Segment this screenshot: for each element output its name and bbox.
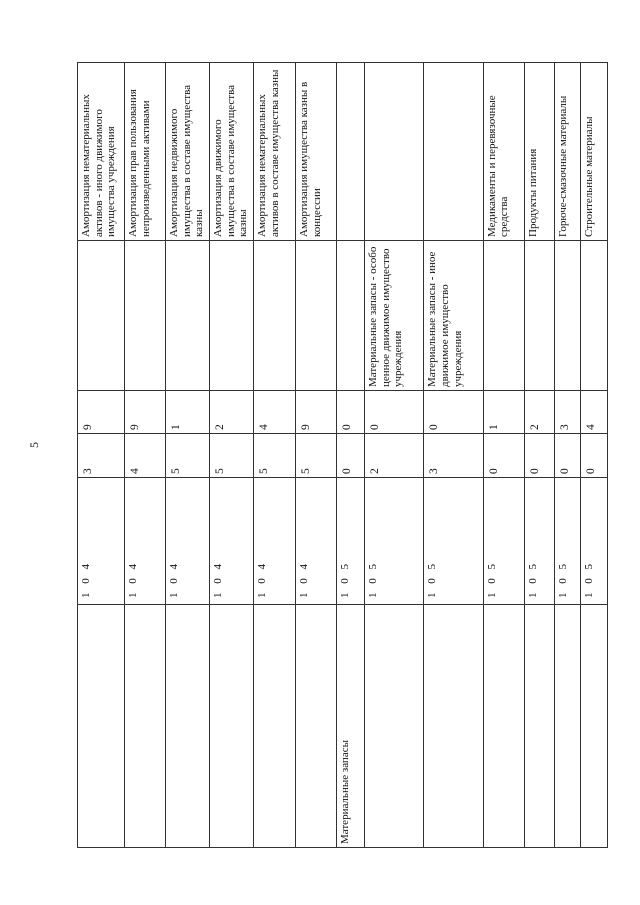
- analytic-digit-cell: 0: [364, 391, 423, 434]
- group-name-cell: [210, 605, 254, 848]
- analytic-digit-cell: 9: [78, 391, 125, 434]
- group-name-cell: [254, 605, 296, 848]
- subgroup-name-cell: [483, 241, 524, 391]
- group-name-cell: [554, 605, 581, 848]
- subgroup-name-cell: [254, 241, 296, 391]
- subgroup-name-cell: [210, 241, 254, 391]
- table-row: [364, 63, 423, 848]
- analytic-digit-cell: 3: [554, 391, 581, 434]
- account-name-cell: Амортизация нематериальных активов - иного движимого имущества учреждения: [78, 63, 125, 241]
- analytic-digit-cell: 2: [210, 391, 254, 434]
- analytic-digit-cell: 4: [254, 391, 296, 434]
- account-name-cell: Амортизация недвижимого имущества в составе имущества казны: [166, 63, 210, 241]
- table-row: [554, 63, 581, 848]
- subaccount-digit-cell: 0: [581, 434, 608, 478]
- accounts-table: [77, 62, 608, 848]
- subgroup-name-cell: [554, 241, 581, 391]
- subaccount-digit-cell: 5: [254, 434, 296, 478]
- account-name-cell: Амортизация движимого имущества в составе имущества казны: [210, 63, 254, 241]
- analytic-digit-cell: 1: [166, 391, 210, 434]
- accounts-table-body: [78, 63, 608, 848]
- subaccount-digit-cell: 0: [524, 434, 554, 478]
- table-row: [483, 63, 524, 848]
- group-name-cell: [524, 605, 554, 848]
- table-row: [524, 63, 554, 848]
- table-row: [581, 63, 608, 848]
- account-code-cell: 1 0 5: [337, 478, 365, 605]
- page-number: 5: [27, 442, 41, 448]
- account-code-cell: 1 0 4: [210, 478, 254, 605]
- table-row: [337, 63, 365, 848]
- analytic-digit-cell: 2: [524, 391, 554, 434]
- subaccount-digit-cell: 0: [554, 434, 581, 478]
- table-row: [125, 63, 166, 848]
- subaccount-digit-cell: 5: [296, 434, 337, 478]
- subaccount-digit-cell: 5: [166, 434, 210, 478]
- account-code-cell: 1 0 4: [296, 478, 337, 605]
- table-row: [424, 63, 483, 848]
- account-code-cell: 1 0 5: [483, 478, 524, 605]
- account-name-cell: Строительные материалы: [581, 63, 608, 241]
- subgroup-name-cell: Материальные запасы - иное движимое имущество учреждения: [424, 241, 483, 391]
- group-name-cell: [78, 605, 125, 848]
- account-code-cell: 1 0 5: [364, 478, 423, 605]
- account-name-cell: Продукты питания: [524, 63, 554, 241]
- analytic-digit-cell: 9: [125, 391, 166, 434]
- subgroup-name-cell: [524, 241, 554, 391]
- subgroup-name-cell: [78, 241, 125, 391]
- account-code-cell: 1 0 4: [125, 478, 166, 605]
- group-name-cell: [424, 605, 483, 848]
- subaccount-digit-cell: 5: [210, 434, 254, 478]
- account-name-cell: Амортизация нематериальных активов в составе имущества казны: [254, 63, 296, 241]
- subaccount-digit-cell: 3: [424, 434, 483, 478]
- analytic-digit-cell: 0: [424, 391, 483, 434]
- subaccount-digit-cell: 4: [125, 434, 166, 478]
- subaccount-digit-cell: 0: [337, 434, 365, 478]
- subaccount-digit-cell: 2: [364, 434, 423, 478]
- table-row: [296, 63, 337, 848]
- group-name-cell: [166, 605, 210, 848]
- table-row: [78, 63, 125, 848]
- analytic-digit-cell: 9: [296, 391, 337, 434]
- account-name-cell: Медикаменты и перевязочные средства: [483, 63, 524, 241]
- group-name-cell: [483, 605, 524, 848]
- subgroup-name-cell: [166, 241, 210, 391]
- analytic-digit-cell: 0: [337, 391, 365, 434]
- subaccount-digit-cell: 3: [78, 434, 125, 478]
- account-code-cell: 1 0 5: [554, 478, 581, 605]
- account-code-cell: 1 0 4: [78, 478, 125, 605]
- account-name-cell: Амортизация имущества казны в концессии: [296, 63, 337, 241]
- analytic-digit-cell: 4: [581, 391, 608, 434]
- group-name-cell: [581, 605, 608, 848]
- subgroup-name-cell: [337, 241, 365, 391]
- rotated-table-container: [77, 63, 608, 848]
- account-name-cell: [364, 63, 423, 241]
- subgroup-name-cell: Материальные запасы - особо ценное движимое имущество учреждения: [364, 241, 423, 391]
- table-row: [254, 63, 296, 848]
- subgroup-name-cell: [296, 241, 337, 391]
- subgroup-name-cell: [125, 241, 166, 391]
- group-name-cell: [296, 605, 337, 848]
- group-name-cell: [125, 605, 166, 848]
- group-name-cell: Материальные запасы: [337, 605, 365, 848]
- account-name-cell: Амортизация прав пользования непроизведенными активами: [125, 63, 166, 241]
- table-row: [210, 63, 254, 848]
- account-code-cell: 1 0 4: [166, 478, 210, 605]
- account-code-cell: 1 0 5: [524, 478, 554, 605]
- subaccount-digit-cell: 0: [483, 434, 524, 478]
- analytic-digit-cell: 1: [483, 391, 524, 434]
- account-name-cell: Горюче-смазочные материалы: [554, 63, 581, 241]
- account-code-cell: 1 0 5: [424, 478, 483, 605]
- account-code-cell: 1 0 5: [581, 478, 608, 605]
- subgroup-name-cell: [581, 241, 608, 391]
- account-code-cell: 1 0 4: [254, 478, 296, 605]
- account-name-cell: [337, 63, 365, 241]
- table-row: [166, 63, 210, 848]
- group-name-cell: [364, 605, 423, 848]
- account-name-cell: [424, 63, 483, 241]
